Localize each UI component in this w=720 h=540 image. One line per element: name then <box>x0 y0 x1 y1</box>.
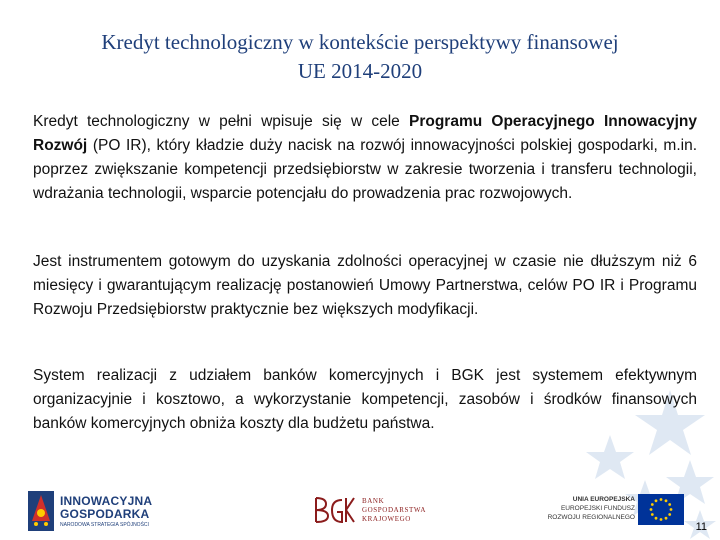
paragraph-1-text-a: Kredyt technologiczny w pełni wpisuje się w cele <box>33 113 409 130</box>
bgk-logo <box>312 494 442 528</box>
paragraph-1-text-b: (PO IR), który kładzie duży nacisk na rozwój innowacyjności polskiej gospodarki, m.in. poprzez zwiększanie kompetencji przedsiębiorstw w zakresie tworzenia i transferu technologii, wdrażania technologii, wsparcie potencjału do prowadzenia prac rozwojowych. <box>33 137 697 202</box>
innowacyjna-gospodarka-logo <box>28 489 178 533</box>
footer-logos <box>0 480 720 540</box>
eu-flag-icon <box>638 494 684 525</box>
page-number: 11 <box>695 521 707 533</box>
bgk-monogram-icon <box>312 494 356 526</box>
paragraph-3: System realizacji z udziałem banków komercyjnych i BGK jest systemem efektywnym organizacyjnie i kosztowo, a wykorzystanie kompetencji, zasobów i środków finansowych banków komercyjnych obniża koszty dla budżetu państwa. <box>33 367 697 432</box>
eu-line-1: UNIA EUROPEJSKA <box>572 496 635 503</box>
page-title <box>30 28 690 86</box>
title-line-2: UE 2014-2020 <box>297 59 423 83</box>
bgk-line-1: BANK <box>362 497 385 505</box>
title-line-1: Kredyt technologiczny w kontekście perspektywy finansowej <box>101 30 619 54</box>
logo-ig-line-3: NARODOWA STRATEGIA SPÓJNOŚCI <box>60 522 149 528</box>
eu-line-2: EUROPEJSKI FUNDUSZ <box>560 505 635 512</box>
paragraph-1-bold: Programu Operacyjnego Innowacyjny Rozwój <box>33 113 697 154</box>
eu-line-3: ROZWOJU REGIONALNEGO <box>547 514 635 521</box>
logo-ig-line-2: GOSPODARKA <box>60 507 150 521</box>
bgk-line-3: KRAJOWEGO <box>362 515 411 523</box>
innowacyjna-gospodarka-mark-icon <box>28 491 54 531</box>
logo-ig-line-1: INNOWACYJNA <box>60 494 153 508</box>
paragraph-2: Jest instrumentem gotowym do uzyskania zdolności operacyjnej w czasie nie dłuższym niż 6 miesięcy i gwarantującym realizację postanowień Umowy Partnerstwa, celów PO IR i Programu Rozwoju Przedsiębiorstw praktycznie bez większych modyfikacji. <box>33 253 697 318</box>
bgk-line-2: GOSPODARSTWA <box>362 506 426 514</box>
eu-logo <box>540 494 690 534</box>
paragraph-1 <box>33 110 697 206</box>
